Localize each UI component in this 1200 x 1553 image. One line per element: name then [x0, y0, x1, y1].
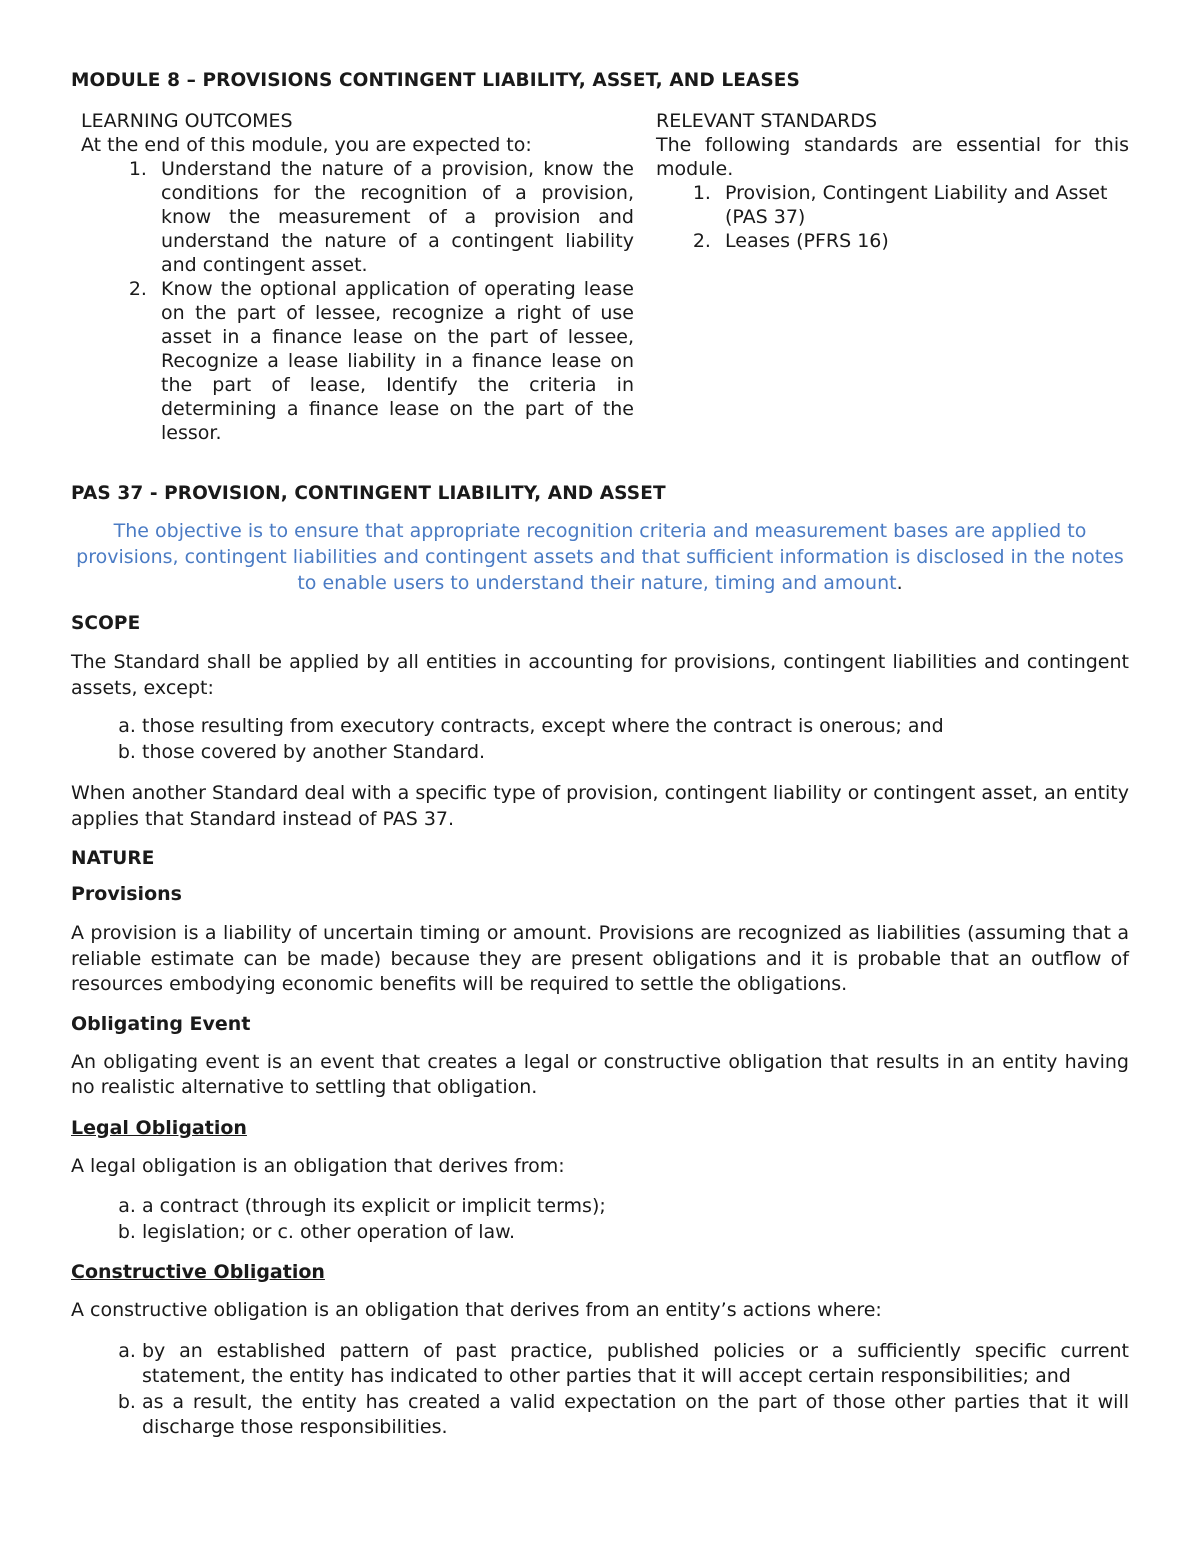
- objective-end: .: [896, 572, 903, 594]
- constructive-item: b. as a result, the entity has created a valid expectation on the part of those other parties that it will discharge those responsibilities.: [142, 1390, 1129, 1441]
- standards-heading: RELEVANT STANDARDS: [656, 110, 878, 132]
- constructive-text: A constructive obligation is an obligation that derives from an entity’s actions where:: [71, 1299, 882, 1321]
- standards-item: 2. Leases (PFRS 16): [717, 229, 1129, 253]
- legal-text: A legal obligation is an obligation that derives from:: [71, 1154, 565, 1177]
- constructive-list: [71, 1339, 1129, 1441]
- learning-intro: At the end of this module, you are expected to:: [81, 134, 532, 156]
- learning-outcomes: [81, 109, 634, 445]
- legal-heading: Legal Obligation: [71, 1116, 247, 1139]
- relevant-standards: [656, 109, 1129, 445]
- learning-list: [81, 157, 634, 445]
- learning-item: 2. Know the optional application of operating lease on the part of lessee, recognize a right of use asset in a finance lease on the part of lessee, Recognize a lease liability in a finance lease on the part of lease, Identify the criteria in determining a finance lease on the part of the lessor.: [153, 277, 634, 445]
- module-title: MODULE 8 – PROVISIONS CONTINGENT LIABILITY, ASSET, AND LEASES: [71, 70, 800, 91]
- constructive-item: a. by an established pattern of past practice, published policies or a sufficiently specific current statement, the entity has indicated to other parties that it will accept certain responsibilities; and: [142, 1339, 1129, 1390]
- scope-after: When another Standard deal with a specific type of provision, contingent liability or contingent asset, an entity applies that Standard instead of PAS 37.: [71, 782, 1129, 830]
- scope-item: a. those resulting from executory contracts, except where the contract is onerous; and: [142, 714, 1129, 740]
- learning-item: 1. Understand the nature of a provision, know the conditions for the recognition of a provision, know the measurement of a provision and understand the nature of a contingent liability and contingent asset.: [153, 157, 634, 277]
- scope-heading: SCOPE: [71, 613, 141, 634]
- provisions-heading: Provisions: [71, 883, 182, 905]
- scope-text: The Standard shall be applied by all entities in accounting for provisions, contingent liabilities and contingent assets, except:: [71, 651, 1129, 699]
- objective-text: The objective is to ensure that appropriate recognition criteria and measurement bases are applied to provisions, contingent liabilities and contingent assets and that sufficient information is disclosed in the notes to enable users to understand their nature, timing and amount: [76, 520, 1124, 594]
- constructive-heading: Constructive Obligation: [71, 1261, 325, 1283]
- standards-intro: The following standards are essential for this module.: [656, 134, 1129, 180]
- obligating-heading: Obligating Event: [71, 1012, 251, 1035]
- objective-statement: [71, 518, 1129, 596]
- obligating-text: An obligating event is an event that creates a legal or constructive obligation that results in an entity having no realistic alternative to settling that obligation.: [71, 1050, 1129, 1098]
- standards-item: 1. Provision, Contingent Liability and Asset (PAS 37): [717, 181, 1129, 229]
- scope-item: b. those covered by another Standard.: [142, 740, 1129, 766]
- legal-item: b. legislation; or c. other operation of law.: [142, 1220, 1129, 1246]
- document-page: [71, 70, 1129, 1441]
- nature-heading: NATURE: [71, 848, 155, 869]
- provisions-text: A provision is a liability of uncertain timing or amount. Provisions are recognized as liabilities (assuming that a reliable estimate can be made) because they are present obligations and it is probable that an outflow of resources embodying economic benefits will be required to settle the obligations.: [71, 922, 1129, 995]
- scope-list: [71, 714, 1129, 765]
- standards-list: [656, 181, 1129, 253]
- pas37-heading: PAS 37 - PROVISION, CONTINGENT LIABILITY, AND ASSET: [71, 483, 666, 504]
- learning-heading: LEARNING OUTCOMES: [81, 110, 293, 132]
- intro-columns: [71, 109, 1129, 445]
- legal-list: [71, 1194, 1129, 1245]
- legal-item: a. a contract (through its explicit or implicit terms);: [142, 1194, 1129, 1220]
